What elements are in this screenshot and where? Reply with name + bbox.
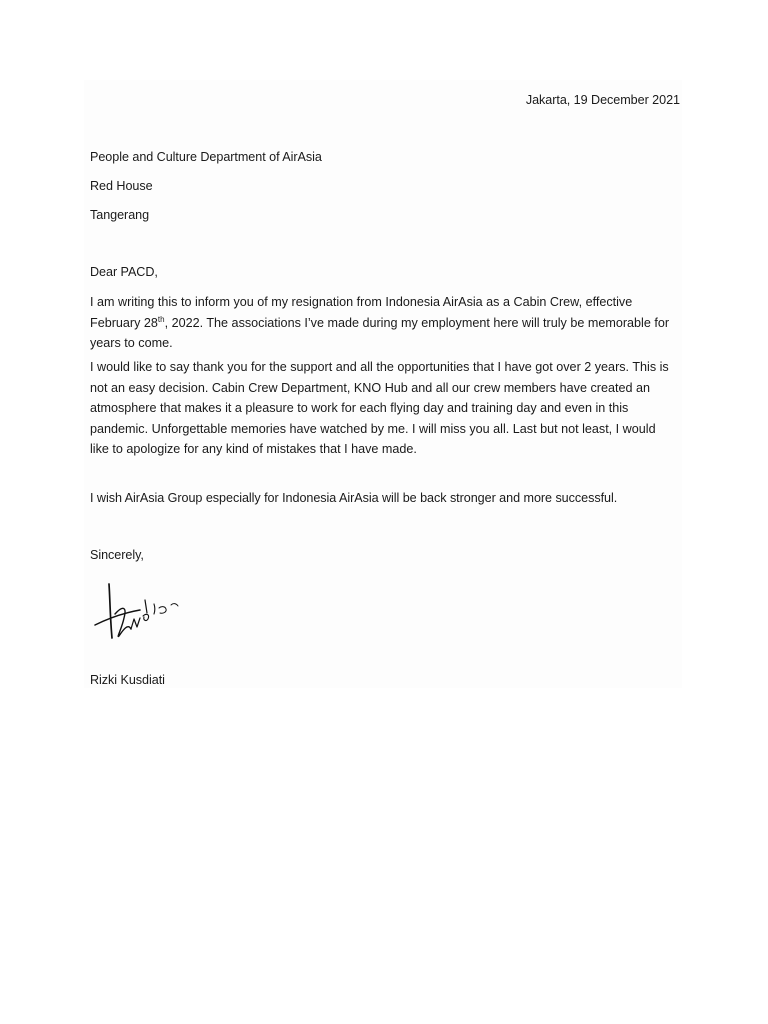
effective-date-text: February 28 [90, 315, 158, 330]
paragraph-1-line-2 [90, 313, 682, 334]
paragraph-resignation-notice [90, 292, 682, 354]
paragraph-1-line-3: years to come. [90, 336, 173, 350]
paragraph-1-line-1: I am writing this to inform you of my resignation from Indonesia AirAsia as a Cabin Crew, effective [90, 295, 633, 309]
paragraph-2-line: atmosphere that makes it a pleasure to work for each flying day and training day and even in this [90, 401, 629, 415]
recipient-line-1: People and Culture Department of AirAsia [90, 150, 322, 164]
paragraph-2-line: like to apologize for any kind of mistakes that I have made. [90, 442, 417, 456]
paragraph-wishes: I wish AirAsia Group especially for Indonesia AirAsia will be back stronger and more successful. [90, 491, 618, 505]
paragraph-2-line: I would like to say thank you for the support and all the opportunities that I have got over 2 years. This is [90, 360, 669, 374]
signature-icon [93, 578, 193, 648]
paragraph-2-line: not an easy decision. Cabin Crew Department, KNO Hub and all our crew members have created an [90, 380, 650, 395]
paragraph-thanks [90, 357, 682, 460]
salutation: Dear PACD, [90, 265, 158, 279]
recipient-line-2: Red House [90, 179, 153, 193]
letter-date: Jakarta, 19 December 2021 [525, 93, 680, 107]
closing-phrase: Sincerely, [90, 548, 144, 562]
paragraph-2-line: pandemic. Unforgettable memories have watched by me. I will miss you all. Last but not least, I would [90, 421, 656, 436]
signer-name: Rizki Kusdiati [90, 673, 165, 687]
recipient-line-3: Tangerang [90, 208, 150, 222]
ordinal-suffix: th [157, 314, 165, 324]
paragraph-1-line-2-rest: , 2022. The associations I’ve made during my employment here will truly be memorable for [164, 315, 670, 330]
